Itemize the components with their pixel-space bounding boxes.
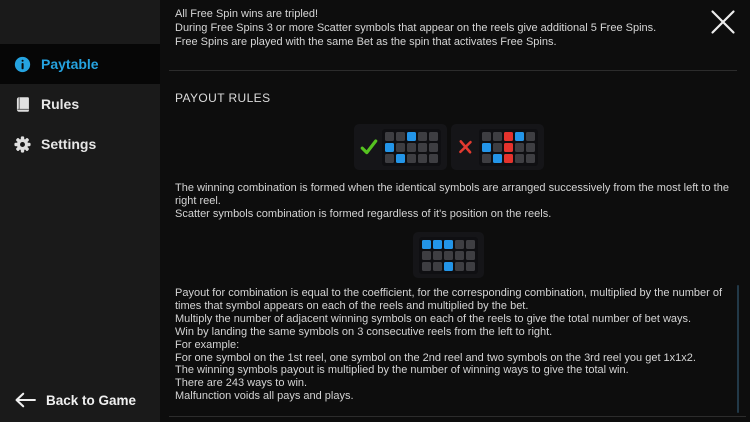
reel-grid xyxy=(419,237,478,274)
payout-details-text: Payout for combination is equal to the coefficient, for the corresponding combination, multiplied by the number of times that symbol appears on each of the reels and multiplied by the bet. Multiply the number of adjacent winning symbols on each of the reels to give the total number of bet ways. Win by landing the same symbols on 3 consecutive reels from the left to right. For example: For one symbol on the 1st reel, one symbol on the 2nd reel and two symbols on the 3rd reel you get 1x1x2. The winning symbols payout is multiplied by the number of winning ways to give the total win. There are 243 ways to win. Malfunction voids all pays and plays. xyxy=(175,287,723,403)
free-spins-rules-text: All Free Spin wins are tripled! During Free Spins 3 or more Scatter symbols that appear on the reels give additional 5 Free Spins. Free Spins are played with the same Bet as the spin that activates Free Spins. xyxy=(175,8,657,48)
combination-examples xyxy=(160,124,737,170)
reel-grid xyxy=(479,129,538,166)
paytable-panel xyxy=(160,0,750,422)
close-icon xyxy=(710,9,736,35)
sidebar-item-settings[interactable] xyxy=(0,124,160,164)
divider xyxy=(169,70,737,71)
scrollbar-thumb[interactable] xyxy=(737,285,739,413)
back-to-game-label: Back to Game xyxy=(46,392,137,408)
info-icon xyxy=(14,56,31,73)
sidebar xyxy=(0,0,160,422)
sidebar-item-rules[interactable] xyxy=(0,84,160,124)
book-icon xyxy=(14,96,31,113)
back-to-game-button[interactable] xyxy=(0,382,160,418)
cross-icon xyxy=(457,137,475,157)
losing-combination-example xyxy=(451,124,544,170)
check-icon xyxy=(360,137,378,157)
reel-grid xyxy=(382,129,441,166)
divider xyxy=(169,416,746,417)
winning-combination-example xyxy=(354,124,447,170)
scatter-combination-example xyxy=(413,232,484,278)
close-button[interactable] xyxy=(708,7,738,37)
sidebar-item-label: Rules xyxy=(41,96,80,112)
back-arrow-icon xyxy=(13,391,37,409)
sidebar-item-label: Paytable xyxy=(41,56,99,72)
gear-icon xyxy=(14,136,31,153)
sidebar-item-paytable[interactable] xyxy=(0,44,160,84)
sidebar-item-label: Settings xyxy=(41,136,97,152)
winning-combination-text: The winning combination is formed when the identical symbols are arranged successively from the most left to the right reel. Scatter symbols combination is formed regardless of it's position on the reels. xyxy=(175,182,729,220)
payout-rules-heading: PAYOUT RULES xyxy=(175,91,271,105)
scatter-example xyxy=(160,232,737,278)
